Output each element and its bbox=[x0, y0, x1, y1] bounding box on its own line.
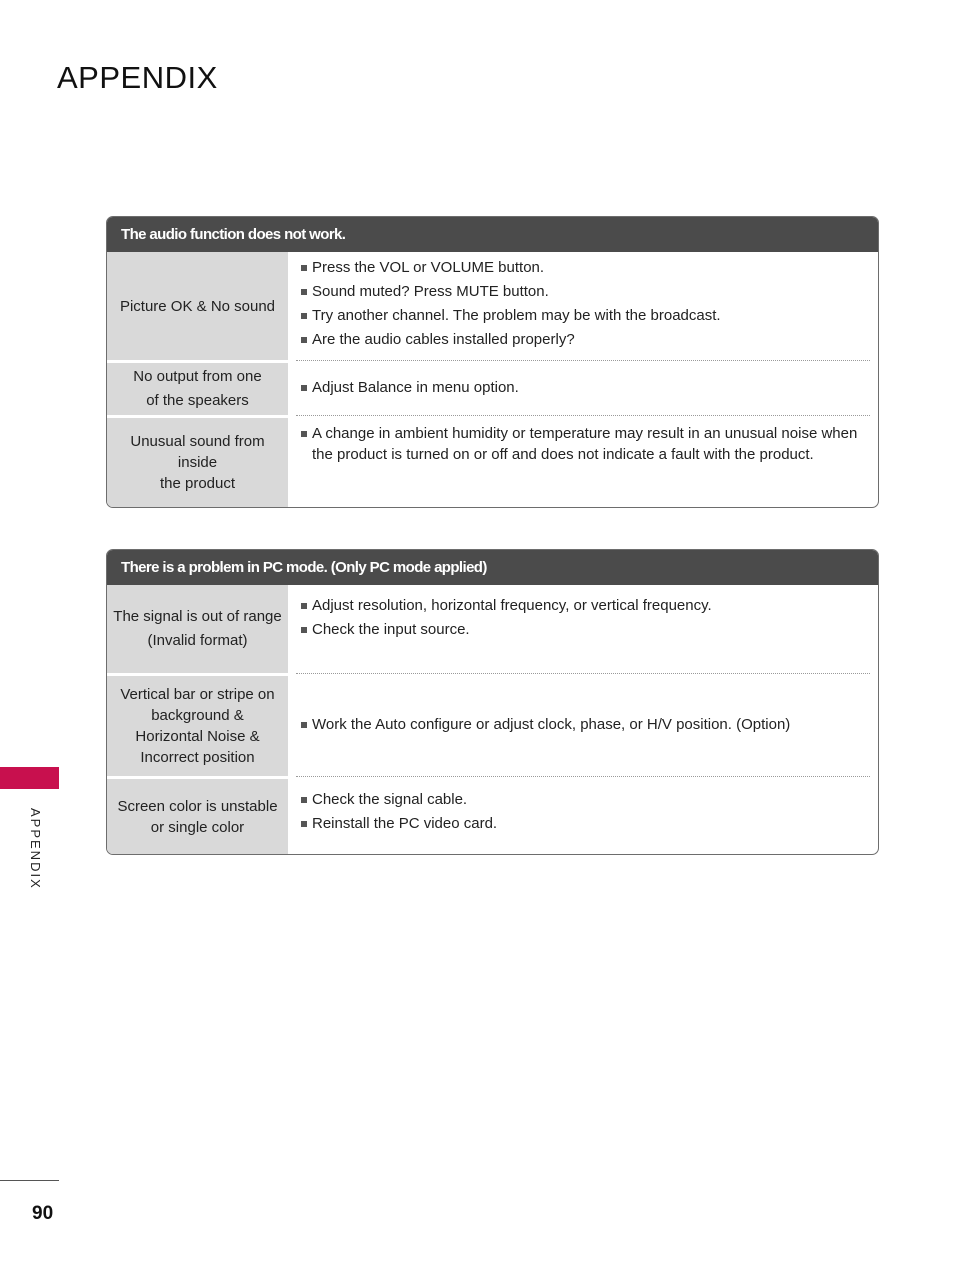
page-title: APPENDIX bbox=[57, 60, 218, 95]
footer-divider bbox=[0, 1180, 59, 1181]
page-number: 90 bbox=[32, 1203, 54, 1224]
table-header: The audio function does not work. bbox=[107, 217, 878, 252]
table-row bbox=[107, 360, 878, 415]
solution-cell bbox=[288, 776, 878, 854]
pc-mode-troubleshooting-table bbox=[106, 549, 879, 855]
solution-item: Reinstall the PC video card. bbox=[300, 812, 497, 836]
table-row bbox=[107, 776, 878, 854]
side-section-label: APPENDIX bbox=[28, 808, 43, 890]
solution-list bbox=[300, 594, 712, 642]
solution-cell bbox=[288, 360, 878, 415]
solution-list bbox=[300, 376, 519, 400]
solution-cell bbox=[288, 673, 878, 776]
solution-list bbox=[300, 423, 870, 465]
solution-list bbox=[300, 256, 721, 352]
solution-cell bbox=[288, 415, 878, 507]
symptom-cell: The signal is out of range (Invalid format) bbox=[107, 585, 288, 673]
solution-item: Work the Auto configure or adjust clock, phase, or H/V position. (Option) bbox=[300, 713, 790, 737]
solution-item: Adjust resolution, horizontal frequency, or vertical frequency. bbox=[300, 594, 712, 618]
section-tab-marker bbox=[0, 767, 59, 789]
symptom-cell: Picture OK & No sound bbox=[107, 252, 288, 360]
solution-list bbox=[300, 713, 790, 737]
solution-cell bbox=[288, 252, 878, 360]
audio-troubleshooting-table bbox=[106, 216, 879, 508]
symptom-cell: No output from one of the speakers bbox=[107, 360, 288, 415]
table-row bbox=[107, 415, 878, 507]
solution-item: Sound muted? Press MUTE button. bbox=[300, 280, 721, 304]
solution-item: A change in ambient humidity or temperature may result in an unusual noise when the product is turned on or off and does not indicate a fault with the product. bbox=[300, 423, 870, 465]
solution-item: Adjust Balance in menu option. bbox=[300, 376, 519, 400]
solution-cell bbox=[288, 585, 878, 673]
solution-item: Try another channel. The problem may be with the broadcast. bbox=[300, 304, 721, 328]
table-row bbox=[107, 252, 878, 360]
table-row bbox=[107, 673, 878, 776]
symptom-cell: Unusual sound from inside the product bbox=[107, 415, 288, 507]
table-header: There is a problem in PC mode. (Only PC mode applied) bbox=[107, 550, 878, 585]
solution-item: Are the audio cables installed properly? bbox=[300, 328, 721, 352]
symptom-cell: Screen color is unstable or single color bbox=[107, 776, 288, 854]
solution-item: Check the signal cable. bbox=[300, 788, 497, 812]
symptom-cell: Vertical bar or stripe on background & Horizontal Noise & Incorrect position bbox=[107, 673, 288, 776]
solution-list bbox=[300, 788, 497, 836]
solution-item: Press the VOL or VOLUME button. bbox=[300, 256, 721, 280]
solution-item: Check the input source. bbox=[300, 618, 712, 642]
table-row bbox=[107, 585, 878, 673]
